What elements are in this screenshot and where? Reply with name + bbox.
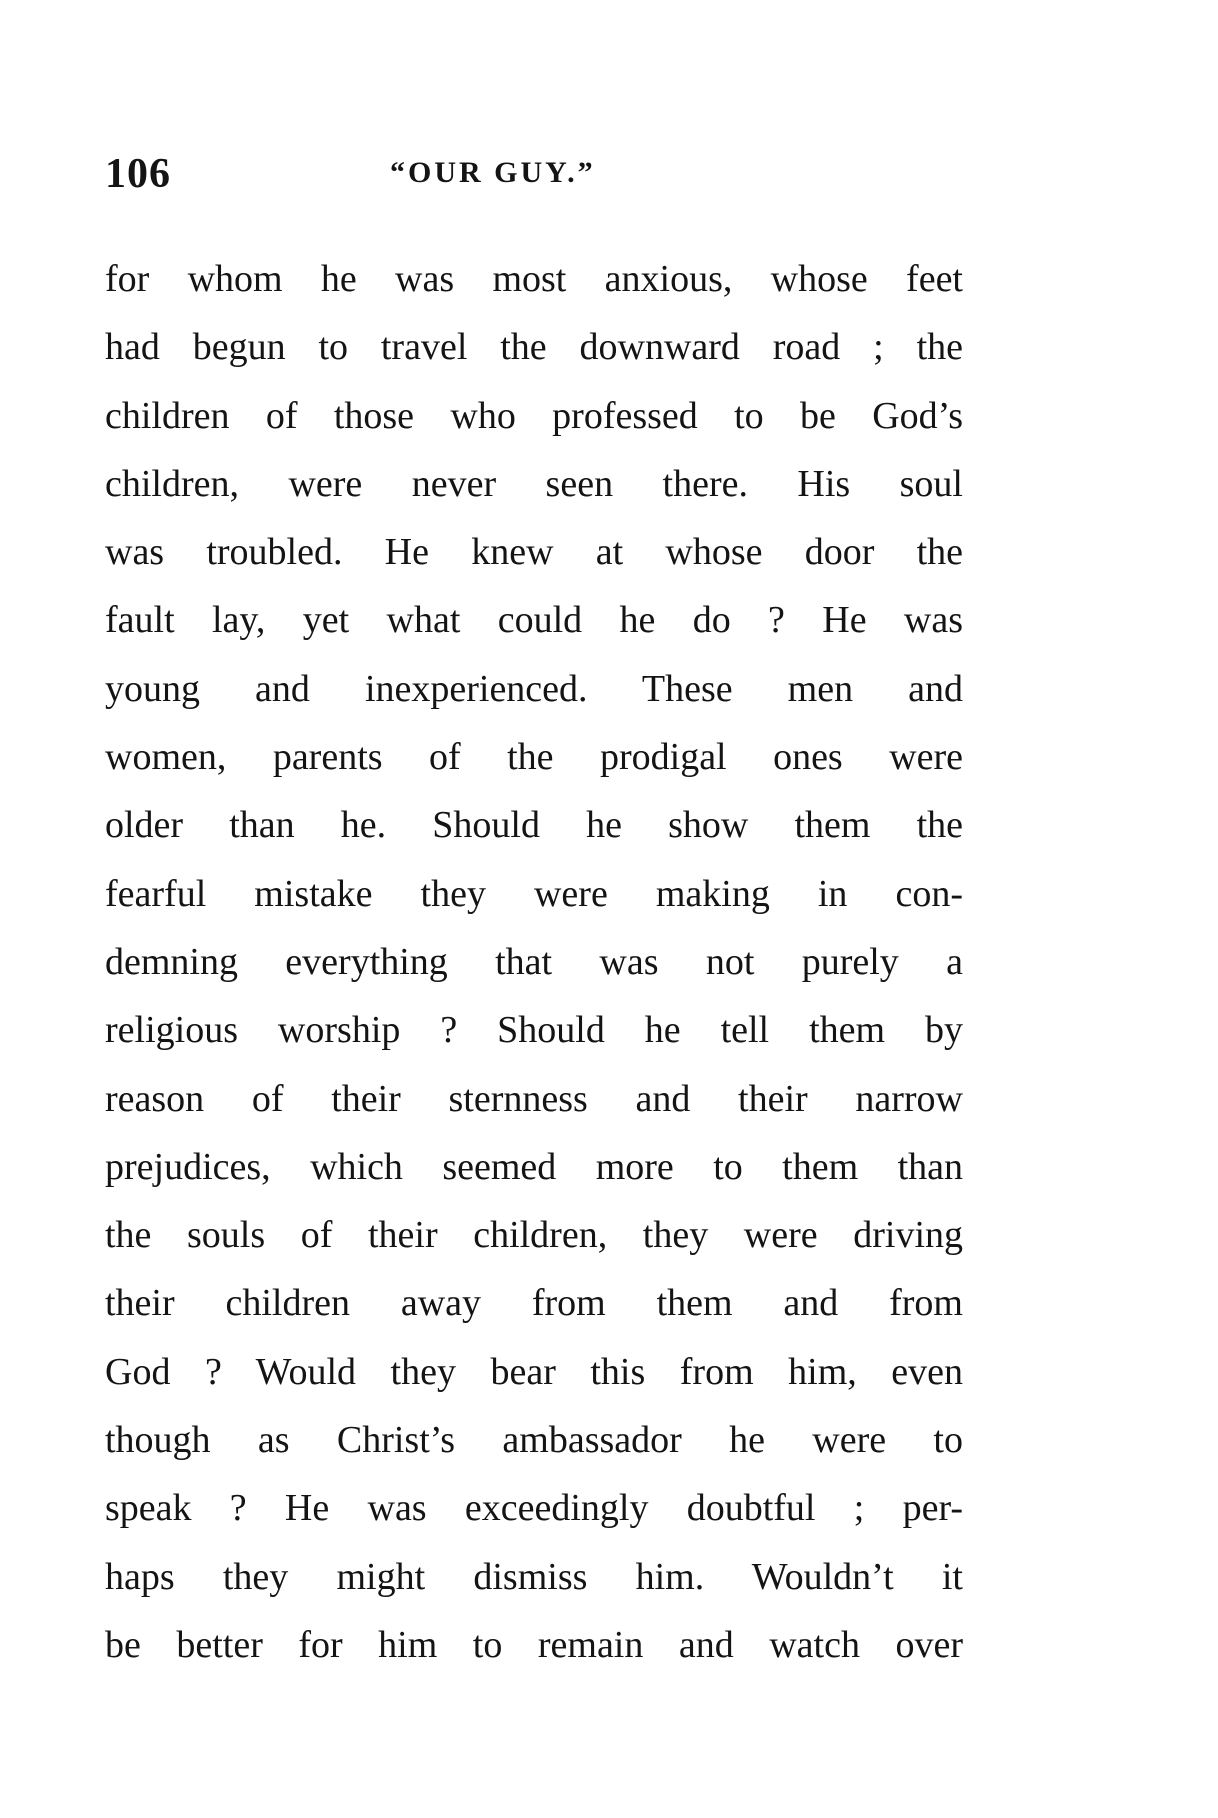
text-line: children of those who professed to be God’s (105, 394, 963, 437)
text-line: haps they might dismiss him. Wouldn’t it (105, 1555, 963, 1598)
text-line: though as Christ’s ambassador he were to (105, 1419, 963, 1462)
text-line: fault lay, yet what could he do ? He was (105, 599, 963, 642)
text-line: for whom he was most anxious, whose feet (105, 258, 963, 300)
text-line: demning everything that was not purely a (105, 940, 963, 983)
text-line: be better for him to remain and watch over (105, 1623, 963, 1666)
text-line: women, parents of the prodigal ones were (105, 736, 963, 779)
text-line: was troubled. He knew at whose door the (105, 531, 963, 574)
text-line: their children away from them and from (105, 1282, 963, 1325)
text-line: reason of their sternness and their narrow (105, 1077, 963, 1120)
page-header (105, 150, 965, 210)
page-number: 106 (105, 151, 171, 197)
text-line: children, were never seen there. His soul (105, 462, 963, 505)
text-line: older than he. Should he show them the (105, 804, 963, 847)
text-line: religious worship ? Should he tell them by (105, 1009, 963, 1052)
text-line: young and inexperienced. These men and (105, 667, 963, 710)
text-line: prejudices, which seemed more to them than (105, 1145, 963, 1188)
body-text (105, 245, 963, 1679)
text-line: had begun to travel the downward road ; the (105, 326, 963, 369)
text-line: the souls of their children, they were driving (105, 1214, 963, 1257)
running-title: “OUR GUY.” (390, 156, 596, 189)
text-line: God ? Would they bear this from him, even (105, 1350, 963, 1393)
text-line: speak ? He was exceedingly doubtful ; per- (105, 1487, 963, 1530)
text-line: fearful mistake they were making in con- (105, 872, 963, 915)
